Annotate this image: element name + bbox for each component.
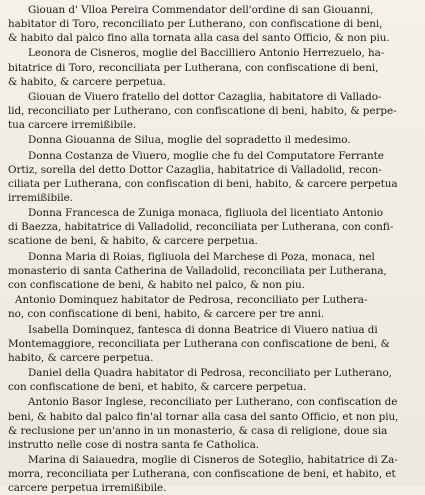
entry-first-line: Donna Francesca de Zuniga monaca, figliuola del licentiato Antonio [28,207,383,220]
entry-line: morra, reconciliata per Lutherana, con confiscatione de beni, et habito, et [8,468,396,481]
entry-line: ciliata per Lutherana, con confiscation di beni, habito, & carcere perpetua [8,177,398,190]
entry-line: & reclusione per un'anno in un monasterio, & casa di religione, doue sia [8,424,388,437]
entry-line: & habito, & carcere perpetua. [8,75,166,88]
entry-first-line: Marina di Saiauedra, moglie di Cisneros de Soteglio, habitatrice di Za- [28,453,398,466]
text-entry [8,3,419,45]
entry-line: lid, reconciliato per Lutherano, con confiscatione di beni, habito, & perpe- [8,105,397,118]
text-entry [8,293,419,321]
entry-first-line: Antonio Dominquez habitator de Pedrosa, reconciliato per Luthera- [15,294,368,307]
entry-line: irremißibile. [8,191,73,204]
entry-line: carcere perpetua irremißibile. [8,482,167,495]
entry-line: di Baezza, habitatrice di Valladolid, reconciliata per Lutherana, con confi- [8,221,394,234]
entry-line: con confiscatione de beni, & habito nel palco, & non piu. [8,278,305,291]
text-entry [8,133,419,147]
text-entry [8,323,419,365]
entry-first-line: Donna Maria di Roias, figliuola del Marchese di Poza, monaca, nel [28,250,375,263]
entry-line: Ortiz, sorella del detto Dottor Cazaglia, habitatrice di Valladolid, recon- [8,163,382,176]
text-entry [8,453,419,495]
entry-first-line: Giouan d' Vlloa Pereira Commendator dell'ordine di san Giouanni, [28,4,374,16]
entry-line: instrutto nelle cose di nostra santa fe Catholica. [8,438,260,451]
entry-line: bitatrice di Toro, reconciliata per Lutherana, con confiscatione di beni, [8,61,379,74]
text-entry [8,206,419,248]
entry-line: Montemaggiore, reconciliata per Lutherana con confiscatione de beni, & [8,337,390,350]
text-entry [8,46,419,88]
entry-line: no, con confiscatione di beni, habito, & carcere per tre anni. [8,308,325,321]
text-entry [8,149,419,205]
entry-first-line: Donna Giouanna de Silua, moglie del sopradetto il medesimo. [28,134,351,147]
entry-first-line: Isabella Dominquez, fantesca di donna Beatrice di Viuero natiua di [28,323,378,336]
entry-first-line: Antonio Basor Inglese, reconciliato per Lutherano, con confiscation de [28,396,398,409]
entry-line: tua carcere irremißibile. [8,119,137,132]
entry-line: habitator di Toro, reconciliato per Lutherano, con confiscatione di beni, [8,18,383,31]
entry-first-line: Daniel della Quadra habitator di Pedrosa, reconciliato per Lutherano, [28,367,392,380]
entry-first-line: Giouan de Viuero fratello del dottor Cazaglia, habitatore di Vallado- [28,90,382,103]
entry-first-line: Donna Costanza de Viuero, moglie che fu del Computatore Ferrante [28,149,384,162]
entry-line: monasterio di santa Catherina de Valladolid, reconciliata per Lutherana, [8,264,387,277]
entry-first-line: Leonora de Cisneros, moglie del Baccilliero Antonio Herrezuelo, ha- [28,47,385,60]
entry-line: con confiscatione de beni, et habito, & carcere perpetua. [8,381,307,394]
text-entry [8,90,419,132]
entry-line: habito, & carcere perpetua. [8,351,154,364]
entry-line: & habito dal palco fino alla tornata alla casa del santo Officio, & non piu. [8,32,390,45]
entry-line: scatione de beni, & habito, & carcere perpetua. [8,235,258,248]
entry-line: beni, & habito dal palco fin'al tornar alla casa del santo Officio, et non piu, [8,410,399,423]
text-entry [8,366,419,394]
text-entry [8,250,419,292]
text-entry [8,395,419,451]
